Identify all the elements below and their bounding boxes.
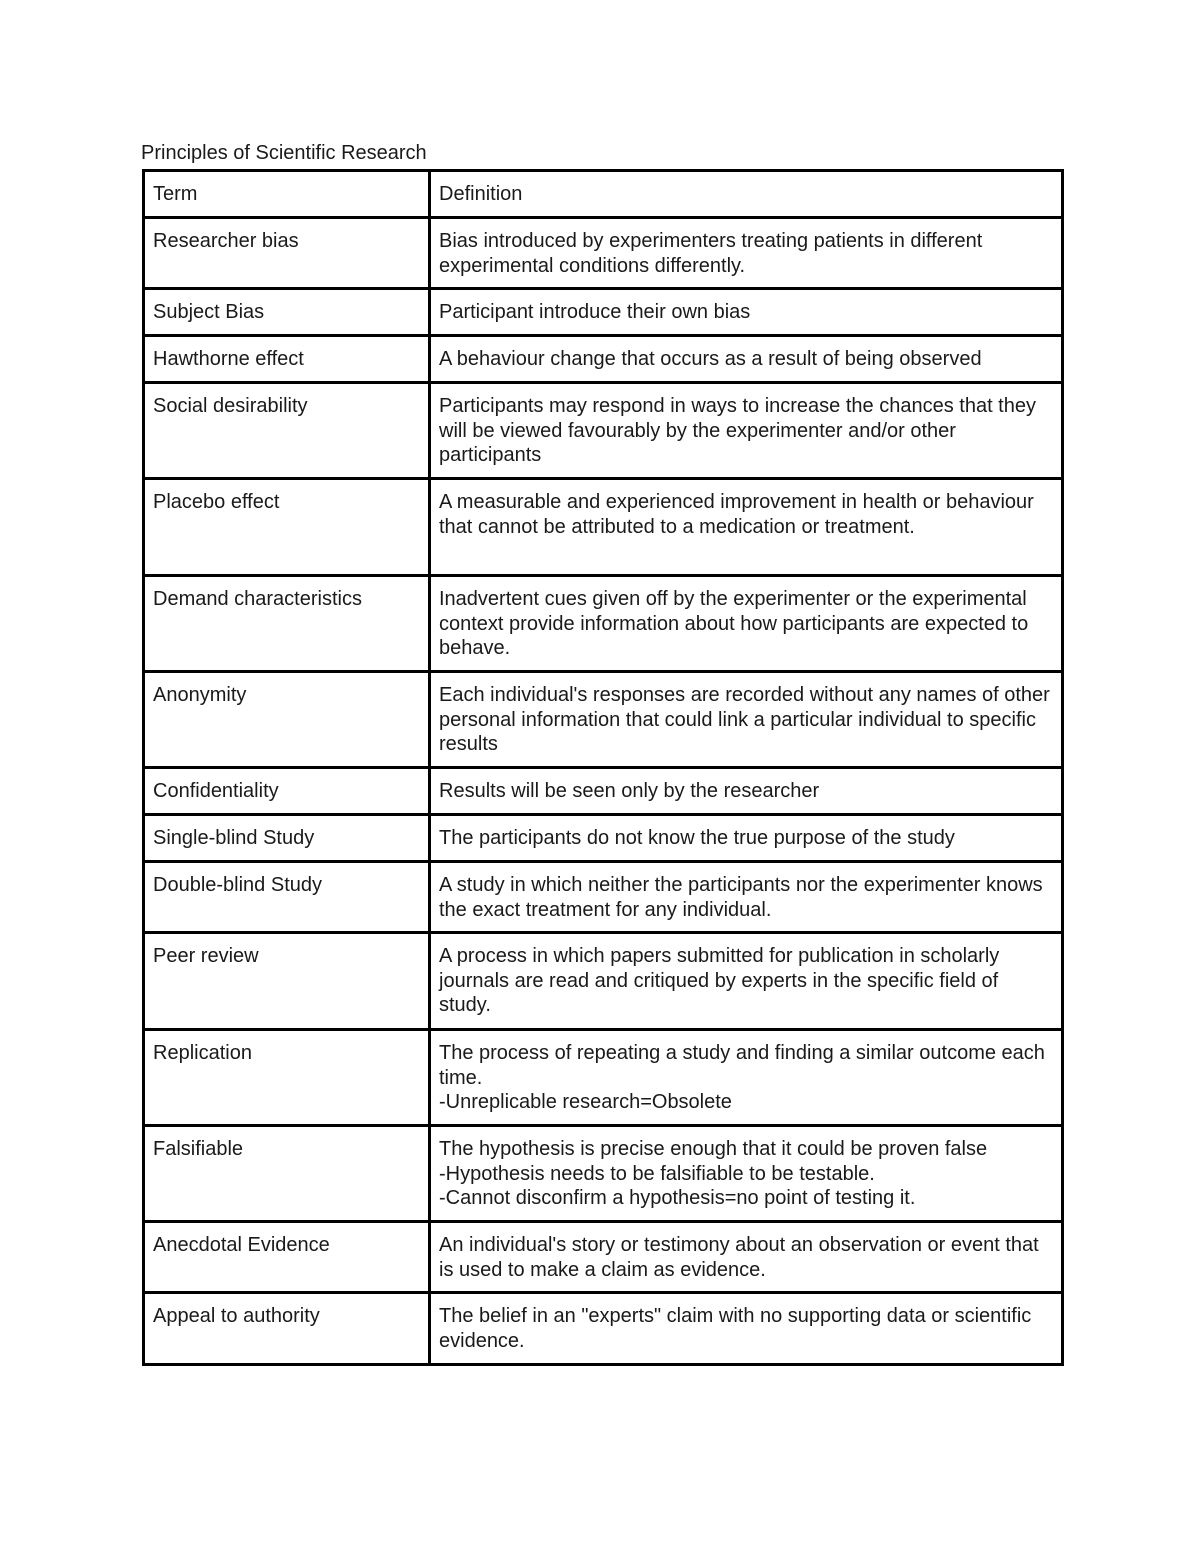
definition-cell bbox=[430, 1126, 1063, 1222]
table-row bbox=[144, 218, 1063, 289]
term-cell: Peer review bbox=[144, 933, 430, 1030]
term-cell: Demand characteristics bbox=[144, 576, 430, 672]
page-title: Principles of Scientific Research bbox=[141, 142, 427, 164]
term-cell: Social desirability bbox=[144, 383, 430, 479]
definition-cell bbox=[430, 289, 1063, 336]
definition-line: Participants may respond in ways to increase the chances that they will be viewed favourably by the experimenter and/or other participants bbox=[439, 395, 1036, 466]
definition-line: A measurable and experienced improvement in health or behaviour that cannot be attributed to a medication or treatment. bbox=[439, 491, 1034, 538]
definition-line: A process in which papers submitted for publication in scholarly journals are read and critiqued by experts in the specific field of study. bbox=[439, 945, 1000, 1016]
definition-cell bbox=[430, 1222, 1063, 1293]
definition-line: -Cannot disconfirm a hypothesis=no point of testing it. bbox=[439, 1187, 916, 1209]
definition-line: -Unreplicable research=Obsolete bbox=[439, 1091, 732, 1113]
definition-cell bbox=[430, 336, 1063, 383]
definition-cell bbox=[430, 672, 1063, 768]
definition-line: Results will be seen only by the researcher bbox=[439, 780, 820, 802]
table-row bbox=[144, 479, 1063, 576]
table-row bbox=[144, 1222, 1063, 1293]
definition-cell bbox=[430, 933, 1063, 1030]
definition-line: The hypothesis is precise enough that it could be proven false bbox=[439, 1138, 988, 1160]
definition-cell bbox=[430, 768, 1063, 815]
definition-line: Participant introduce their own bias bbox=[439, 301, 751, 323]
table-row bbox=[144, 1293, 1063, 1365]
term-cell: Single-blind Study bbox=[144, 815, 430, 862]
table-row bbox=[144, 1126, 1063, 1222]
term-cell: Researcher bias bbox=[144, 218, 430, 289]
term-cell: Anecdotal Evidence bbox=[144, 1222, 430, 1293]
definition-line: An individual's story or testimony about an observation or event that is used to make a claim as evidence. bbox=[439, 1234, 1039, 1281]
table-body bbox=[144, 171, 1063, 1365]
term-cell: Hawthorne effect bbox=[144, 336, 430, 383]
term-cell: Anonymity bbox=[144, 672, 430, 768]
definition-line: The participants do not know the true purpose of the study bbox=[439, 827, 955, 849]
definition-cell bbox=[430, 576, 1063, 672]
term-cell: Replication bbox=[144, 1030, 430, 1126]
definition-line: A behaviour change that occurs as a result of being observed bbox=[439, 348, 982, 370]
definition-line: Inadvertent cues given off by the experimenter or the experimental context provide information about how participants are expected to behave. bbox=[439, 588, 1029, 659]
definition-cell bbox=[430, 1030, 1063, 1126]
term-cell: Subject Bias bbox=[144, 289, 430, 336]
term-cell: Confidentiality bbox=[144, 768, 430, 815]
table-row bbox=[144, 1030, 1063, 1126]
definition-cell bbox=[430, 383, 1063, 479]
table-row bbox=[144, 933, 1063, 1030]
table-row bbox=[144, 815, 1063, 862]
term-cell: Placebo effect bbox=[144, 479, 430, 576]
terms-table bbox=[142, 169, 1064, 1366]
definition-line: Bias introduced by experimenters treating patients in different experimental conditions differently. bbox=[439, 230, 983, 277]
definition-line: The process of repeating a study and finding a similar outcome each time. bbox=[439, 1042, 1045, 1089]
definition-cell bbox=[430, 815, 1063, 862]
definition-line: Each individual's responses are recorded without any names of other personal information that could link a particular individual to specific results bbox=[439, 684, 1050, 755]
term-cell: Double-blind Study bbox=[144, 862, 430, 933]
definition-cell bbox=[430, 862, 1063, 933]
header-term: Term bbox=[144, 171, 430, 218]
table-row bbox=[144, 768, 1063, 815]
definition-line: -Hypothesis needs to be falsifiable to be testable. bbox=[439, 1162, 875, 1185]
table-row bbox=[144, 383, 1063, 479]
definition-line: A study in which neither the participants nor the experimenter knows the exact treatment for any individual. bbox=[439, 874, 1043, 921]
definition-cell bbox=[430, 1293, 1063, 1365]
term-cell: Appeal to authority bbox=[144, 1293, 430, 1365]
header-definition: Definition bbox=[430, 171, 1063, 218]
table-row bbox=[144, 289, 1063, 336]
definition-cell bbox=[430, 218, 1063, 289]
term-cell: Falsifiable bbox=[144, 1126, 430, 1222]
table-header-row bbox=[144, 171, 1063, 218]
table-row bbox=[144, 672, 1063, 768]
table-row bbox=[144, 576, 1063, 672]
definition-cell bbox=[430, 479, 1063, 576]
definition-line: The belief in an "experts" claim with no supporting data or scientific evidence. bbox=[439, 1305, 1032, 1352]
table-row bbox=[144, 862, 1063, 933]
table-row bbox=[144, 336, 1063, 383]
